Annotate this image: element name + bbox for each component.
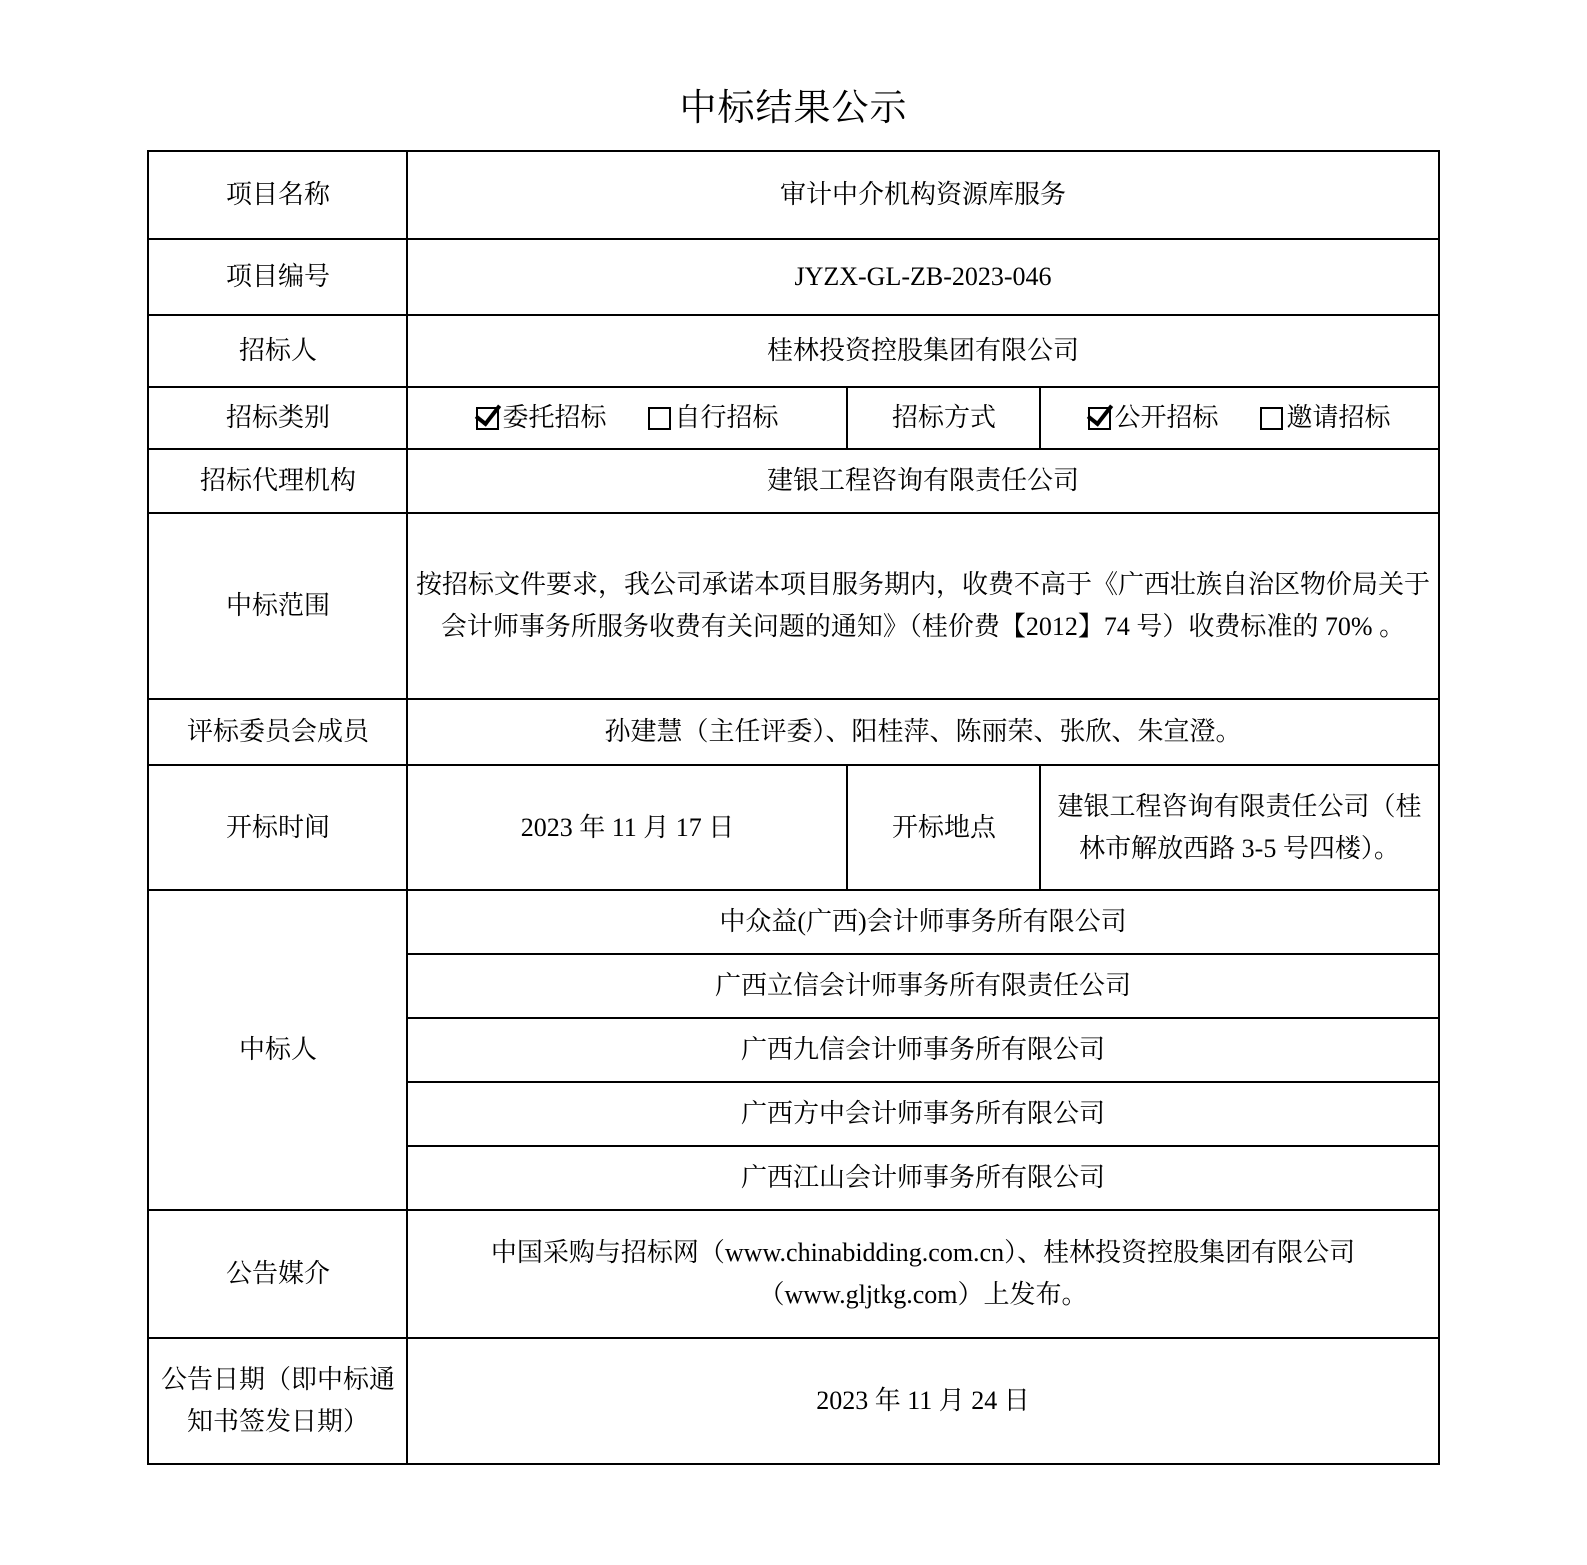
scope-value: 按招标文件要求，我公司承诺本项目服务期内，收费不高于《广西壮族自治区物价局关于会计师事务所服务收费有关问题的通知》（桂价费【2012】74 号）收费标准的 70% 。 xyxy=(407,513,1438,699)
announce-date-label: 公告日期（即中标通知书签发日期） xyxy=(148,1338,407,1464)
checkbox-unchecked-icon xyxy=(1260,407,1283,430)
tender-method-label: 招标方式 xyxy=(847,387,1040,449)
announce-date-value: 2023 年 11 月 24 日 xyxy=(407,1338,1438,1464)
tenderee-label: 招标人 xyxy=(148,315,407,387)
committee-value: 孙建慧（主任评委）、阳桂萍、陈丽荣、张欣、朱宣澄。 xyxy=(407,699,1438,765)
media-value: 中国采购与招标网（www.chinabidding.com.cn）、桂林投资控股集团有限公司（www.gljtkg.com）上发布。 xyxy=(407,1210,1438,1338)
table-row xyxy=(148,513,1438,699)
agency-value: 建银工程咨询有限责任公司 xyxy=(407,449,1438,513)
option-label: 委托招标 xyxy=(502,403,607,433)
project-name-value: 审计中介机构资源库服务 xyxy=(407,151,1438,239)
option-label: 邀请招标 xyxy=(1286,403,1391,433)
tender-category-options xyxy=(407,387,847,449)
winner-item: 广西立信会计师事务所有限责任公司 xyxy=(407,954,1438,1018)
tender-category-label: 招标类别 xyxy=(148,387,407,449)
opening-place-value: 建银工程咨询有限责任公司（桂林市解放西路 3-5 号四楼）。 xyxy=(1040,765,1438,890)
project-no-value: JYZX-GL-ZB-2023-046 xyxy=(407,239,1438,315)
option-entrusted-tender xyxy=(476,397,606,439)
checkbox-checked-icon xyxy=(476,407,499,430)
bid-result-table xyxy=(147,150,1439,1465)
page-title: 中标结果公示 xyxy=(679,87,908,128)
project-no-label: 项目编号 xyxy=(148,239,407,315)
media-label: 公告媒介 xyxy=(148,1210,407,1338)
winner-item: 中众益(广西)会计师事务所有限公司 xyxy=(407,890,1438,954)
option-label: 自行招标 xyxy=(674,403,779,433)
table-row xyxy=(148,315,1438,387)
table-row xyxy=(148,699,1438,765)
scope-label: 中标范围 xyxy=(148,513,407,699)
committee-label: 评标委员会成员 xyxy=(148,699,407,765)
winner-item: 广西方中会计师事务所有限公司 xyxy=(407,1082,1438,1146)
table-row xyxy=(148,890,1438,954)
option-open-tender xyxy=(1088,397,1218,439)
table-row xyxy=(148,387,1438,449)
agency-label: 招标代理机构 xyxy=(148,449,407,513)
winner-item: 广西九信会计师事务所有限公司 xyxy=(407,1018,1438,1082)
tender-method-options xyxy=(1040,387,1438,449)
winner-item: 广西江山会计师事务所有限公司 xyxy=(407,1146,1438,1210)
option-label: 公开招标 xyxy=(1114,403,1219,433)
checkbox-checked-icon xyxy=(1088,407,1111,430)
table-row xyxy=(148,1338,1438,1464)
option-invited-tender xyxy=(1260,397,1390,439)
table-row xyxy=(148,1210,1438,1338)
table-row xyxy=(148,765,1438,890)
option-self-tender xyxy=(648,397,778,439)
table-row xyxy=(148,449,1438,513)
tenderee-value: 桂林投资控股集团有限公司 xyxy=(407,315,1438,387)
opening-time-value: 2023 年 11 月 17 日 xyxy=(407,765,847,890)
opening-time-label: 开标时间 xyxy=(148,765,407,890)
winners-label: 中标人 xyxy=(148,890,407,1210)
table-row xyxy=(148,239,1438,315)
table-row xyxy=(148,151,1438,239)
opening-place-label: 开标地点 xyxy=(847,765,1040,890)
checkbox-unchecked-icon xyxy=(648,407,671,430)
project-name-label: 项目名称 xyxy=(148,151,407,239)
